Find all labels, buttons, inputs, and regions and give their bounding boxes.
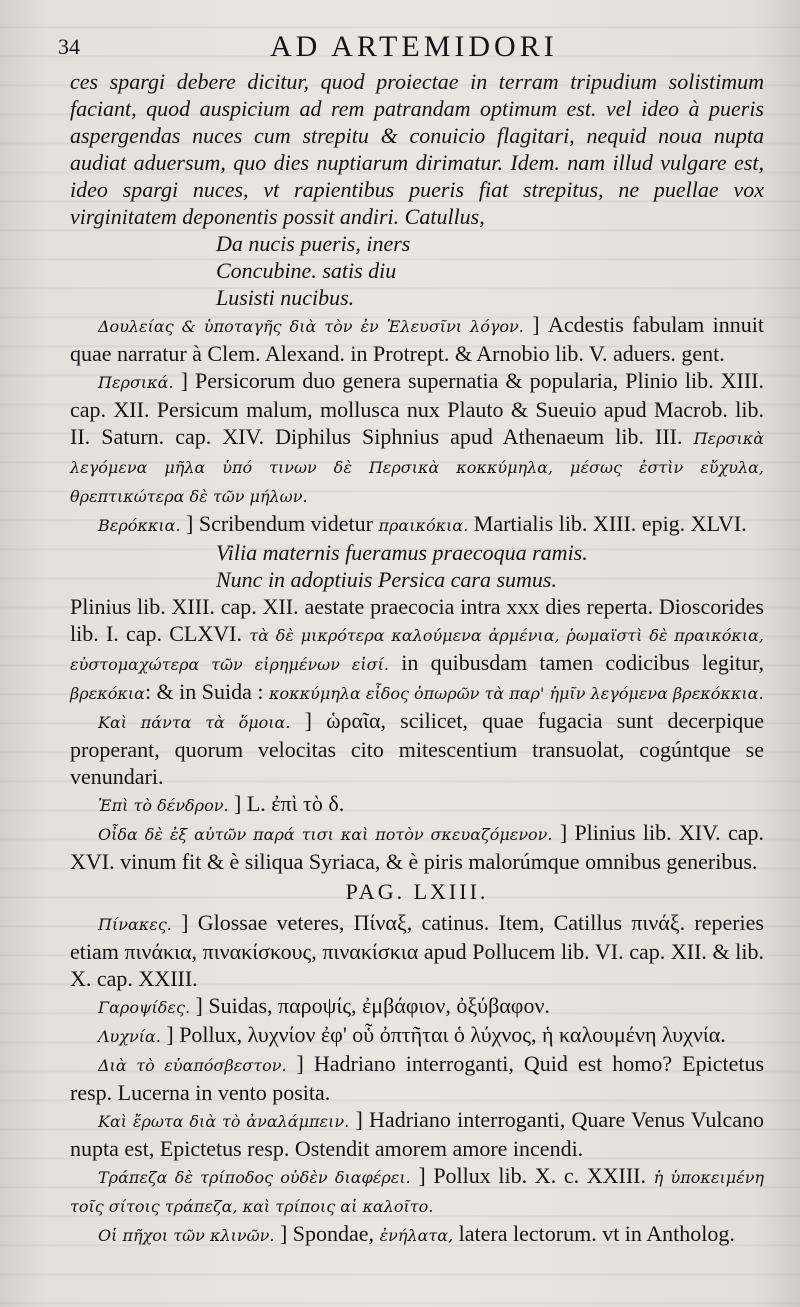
commentary-text: ] Spondae, [279, 1221, 375, 1246]
page-number: 34 [58, 34, 80, 59]
greek-lemma: Οἶδα δὲ ἐξ αὐτῶν παρά τισι καὶ ποτὸν σκευαζόμενον. [98, 825, 553, 844]
greek-quotation: τὰ δὲ μικρότερα καλούμενα ἀρμένια, ῥωμαϊστὶ δὲ πραικόκια, εὐστομαχώτερα τῶν εἰρημένων εἰσί. [70, 626, 765, 674]
paragraph-nuces: ces spargi debere dicitur, quod proiectae in terram tripudium solistimum faciant, quod auspicium ad rem patrandam optimum est. vel ideo à pueris aspergendas nuces cum strepitu & conuicio flagitari, nequid noua nupta audiat aduersum, quo dies nuptiarum dirimatur. Idem. nam illud vulgare est, ideo spargi nuces, vt rapientibus pueris fiat strepitus, ne puellae vox virginitatem deponentis possit andiri. Catullus, [70, 69, 764, 229]
greek-quotation: Περσικὰ λεγόμενα μῆλα ὑπό τινων δὲ Περσικὰ κοκκύμηλα, μέσως ἐστὶν εὔχυλα, θρεπτικώτερα δὲ τῶν μήλων. [70, 429, 765, 506]
commentary-text: Plinius lib. XIII. cap. XII. aestate praecocia intra xxx dies reperta. Dioscorides lib. I. cap. CLXVI. [70, 594, 764, 646]
greek-word: ἐνήλατα, [379, 1226, 454, 1245]
commentary-text: ] Suidas, παροψίς, ἐμβάφιον, ὀξύβαφον. [195, 993, 550, 1018]
greek-quotation: κοκκύμηλα εἶδος ὀπωρῶν τὰ παρ' ἡμῖν λεγόμενα βρεκόκκια. [269, 684, 764, 703]
paragraph-plinius [70, 593, 764, 707]
commentary-text: : & in Suida : [144, 679, 264, 704]
section-heading [70, 879, 764, 905]
commentary-text: latera lectorum. vt in Antholog. [458, 1221, 735, 1246]
paragraph-persika [70, 367, 764, 510]
paragraph-paropsides [70, 992, 764, 1021]
greek-word: βρεκόκια [70, 684, 145, 703]
paragraph-poton [70, 819, 764, 875]
commentary-text: in quibusdam tamen codicibus legitur, [401, 650, 765, 675]
paragraph-pinakes [70, 909, 764, 992]
commentary-text: ] Scribendum videtur [186, 511, 373, 536]
commentary-text: ] Hadriano interroganti, Quare Venus Vulcano nupta est, Epictetus resp. Ostendit amorem amore incendi. [70, 1107, 765, 1161]
paragraph-lychnia [70, 1021, 764, 1050]
greek-lemma: Διὰ τὸ εὐαπόσβεστον. [98, 1056, 287, 1075]
greek-lemma: Περσικά. [98, 373, 174, 392]
paragraph-dendron [70, 790, 764, 819]
greek-lemma: Πίνακες. [98, 915, 172, 934]
verse-line-4: Vilia maternis fueramus praecoqua ramis. [216, 540, 588, 565]
greek-lemma: Καὶ πάντα τὰ ὅμοια. [98, 713, 291, 732]
greek-lemma: Οἱ πῆχοι τῶν κλινῶν. [98, 1226, 275, 1245]
greek-quotation: ἡ ὑποκειμένη τοῖς σίτοις τράπεζα, καὶ τρίποις αἱ καλοῖτο. [70, 1168, 765, 1216]
greek-lemma: Γαροψίδες. [98, 998, 191, 1017]
section-heading-text: PAG. LXIII. [345, 879, 489, 904]
commentary-text: ] ὡραῖα, scilicet, quae fugacia sunt decerpique properant, quorum velocitas cito mitescentium transuolat, cogúntque se venundari. [70, 708, 764, 789]
paragraph-trapeza [70, 1162, 764, 1220]
paragraph-panta [70, 707, 764, 790]
commentary-text: ] Glossae veteres, Πίναξ, catinus. Item, Catillus πινάξ. reperies etiam πινάκια, πινακίσκους, πινακίσκια apud Pollucem lib. VI. cap. XII. & lib. X. cap. XXIII. [70, 910, 764, 991]
verse-line-2: Concubine. satis diu [216, 258, 397, 283]
commentary-text: ] Hadriano interroganti, Quid est homo? Epictetus resp. Lucerna in vento posita. [70, 1051, 765, 1105]
commentary-text: ] Pollux lib. X. c. XXIII. [418, 1163, 647, 1188]
verse-line-1: Da nucis pueris, iners [216, 231, 411, 256]
greek-lemma: Δουλείας & ὑποταγῆς διὰ τὸν ἐν Ἐλευσῖνι λόγον. [98, 317, 524, 336]
verse-line-5: Nunc in adoptiuis Persica cara sumus. [216, 567, 557, 592]
greek-lemma: Καὶ ἔρωτα διὰ τὸ ἀναλάμπειν. [98, 1112, 350, 1131]
greek-lemma: Τράπεζα δὲ τρίποδος οὐδὲν διαφέρει. [98, 1168, 411, 1187]
commentary-text: Martialis lib. XIII. epig. XLVI. [473, 511, 747, 536]
paragraph-pechoi [70, 1220, 764, 1249]
paragraph-berokkia [70, 510, 764, 539]
running-title: AD ARTEMIDORI [270, 30, 558, 63]
greek-lemma: Βερόκκια. [98, 516, 181, 535]
commentary-text: ] Pollux, λυχνίον ἐφ' οὗ ὀπτῆται ὁ λύχνος, ἡ καλουμένη λυχνία. [166, 1022, 726, 1047]
commentary-text: ] Plinius lib. XIV. cap. XVI. vinum fit & è siliqua Syriaca, & è piris malorúmque omnibus generibus. [70, 820, 765, 874]
paragraph-euaposbeston [70, 1050, 764, 1106]
page-header [58, 30, 764, 68]
greek-lemma: Λυχνία. [98, 1027, 161, 1046]
commentary-text: ] L. ἐπὶ τὸ δ. [234, 791, 345, 816]
paragraph-douleias [70, 311, 764, 367]
greek-lemma: Ἐπὶ τὸ δένδρον. [98, 796, 229, 815]
commentary-text: ] Acdestis fabulam innuit quae narratur à Clem. Alexand. in Protrept. & Arnobio lib. V. aduers. gent. [70, 312, 765, 366]
commentary-text: ] Persicorum duo genera supernatia & popularia, Plinio lib. XIII. cap. XII. Persicum malum, mollusca nux Plauto & Sueuio apud Macrob. lib. II. Saturn. cap. XIV. Diphilus Siphnius apud Athenaeum lib. III. [70, 368, 764, 449]
paragraph-erota [70, 1106, 764, 1162]
greek-word: πραικόκια. [378, 516, 469, 535]
verse-line-3: Lusisti nucibus. [216, 285, 355, 310]
